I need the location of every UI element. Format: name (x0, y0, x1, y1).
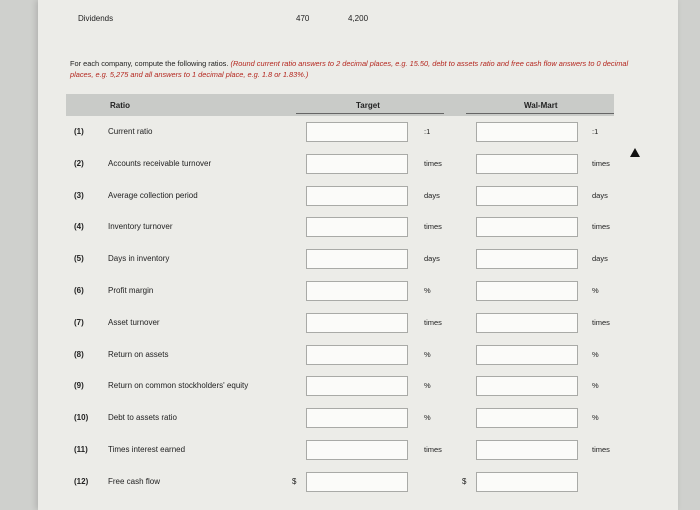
walmart-input[interactable] (476, 313, 578, 333)
walmart-input[interactable] (476, 408, 578, 428)
target-unit: times (424, 445, 442, 454)
ratio-row (66, 154, 626, 174)
row-label: Accounts receivable turnover (108, 158, 212, 168)
walmart-unit: times (592, 222, 610, 232)
target-input[interactable] (306, 186, 408, 206)
dividends-value-2: 4,200 (348, 14, 369, 23)
instructions-lead: For each company, compute the following ratios. (70, 59, 229, 68)
row-label: Asset turnover (108, 317, 160, 327)
walmart-unit: :1 (592, 127, 599, 136)
header-ratio: Ratio (110, 101, 130, 110)
table-header (66, 94, 614, 116)
ratio-row (66, 281, 626, 301)
ratio-row (66, 249, 626, 269)
walmart-input[interactable] (476, 122, 578, 142)
row-number: (1) (74, 127, 84, 136)
row-label: Inventory turnover (108, 222, 173, 232)
walmart-dollar-sign: $ (462, 476, 467, 486)
walmart-input[interactable] (476, 281, 578, 301)
row-number: (5) (74, 254, 84, 264)
target-input[interactable] (306, 281, 408, 301)
row-number: (7) (74, 317, 84, 327)
target-input[interactable] (306, 217, 408, 237)
walmart-input[interactable] (476, 376, 578, 396)
row-label: Average collection period (108, 190, 198, 200)
row-number: (4) (74, 222, 84, 232)
target-input[interactable] (306, 376, 408, 396)
target-unit: :1 (424, 127, 431, 136)
row-number: (11) (74, 445, 88, 454)
walmart-unit: times (592, 445, 610, 454)
target-unit: times (424, 317, 442, 327)
row-label: Free cash flow (108, 476, 161, 486)
target-unit: % (424, 381, 431, 391)
target-input[interactable] (306, 345, 408, 365)
header-walmart: Wal-Mart (524, 101, 558, 110)
target-input[interactable] (306, 154, 408, 174)
instructions (70, 58, 630, 80)
row-number: (3) (74, 190, 84, 200)
header-target: Target (356, 101, 380, 110)
walmart-input[interactable] (476, 249, 578, 269)
row-label: Debt to assets ratio (108, 413, 177, 423)
row-label: Return on common stockholders' equity (108, 381, 249, 391)
walmart-unit: times (592, 158, 610, 168)
row-label: Days in inventory (108, 254, 170, 264)
target-input[interactable] (306, 440, 408, 460)
dividends-row (38, 14, 700, 30)
ratio-row (66, 472, 626, 492)
row-number: (6) (74, 286, 84, 295)
row-label: Current ratio (108, 127, 153, 136)
row-label: Times interest earned (108, 445, 186, 454)
walmart-input[interactable] (476, 440, 578, 460)
instructions-note: (Round current ratio answers to 2 decimal places, e.g. 15.50, debt to assets ratio and free cash flow answers to 0 decimal places, e.g. 5,275 and all answers to 1 decimal place, e.g. 1.8 or 1.83%.) (70, 59, 629, 79)
target-input[interactable] (306, 472, 408, 492)
target-input[interactable] (306, 122, 408, 142)
target-input[interactable] (306, 408, 408, 428)
walmart-unit: % (592, 349, 599, 359)
row-label: Return on assets (108, 349, 169, 359)
walmart-input[interactable] (476, 345, 578, 365)
ratio-row (66, 122, 626, 142)
target-unit: days (424, 190, 440, 200)
row-number: (2) (74, 158, 84, 168)
row-number: (12) (74, 476, 89, 486)
row-number: (10) (74, 413, 89, 423)
ratio-row (66, 440, 626, 460)
walmart-input[interactable] (476, 472, 578, 492)
row-number: (8) (74, 349, 84, 359)
target-input[interactable] (306, 313, 408, 333)
mouse-cursor (630, 148, 640, 157)
row-number: (9) (74, 381, 84, 391)
walmart-unit: days (592, 190, 608, 200)
ratio-row (66, 376, 626, 396)
row-label: Profit margin (108, 286, 154, 295)
ratio-row (66, 313, 626, 333)
ratio-row (66, 217, 626, 237)
target-input[interactable] (306, 249, 408, 269)
target-dollar-sign: $ (292, 476, 297, 486)
walmart-unit: times (592, 317, 610, 327)
walmart-input[interactable] (476, 186, 578, 206)
walmart-unit: % (592, 381, 599, 391)
target-unit: % (424, 286, 431, 295)
target-unit: % (424, 349, 431, 359)
ratio-row (66, 186, 626, 206)
ratio-row (66, 408, 626, 428)
ratio-row (66, 345, 626, 365)
walmart-input[interactable] (476, 154, 578, 174)
walmart-unit: days (592, 254, 608, 264)
target-unit: times (424, 222, 442, 232)
target-unit: times (424, 158, 442, 168)
dividends-label: Dividends (78, 14, 114, 23)
walmart-unit: % (592, 413, 599, 423)
walmart-input[interactable] (476, 217, 578, 237)
target-unit: days (424, 254, 440, 264)
target-unit: % (424, 413, 431, 423)
dividends-value-1: 470 (296, 14, 310, 23)
walmart-unit: % (592, 286, 599, 295)
